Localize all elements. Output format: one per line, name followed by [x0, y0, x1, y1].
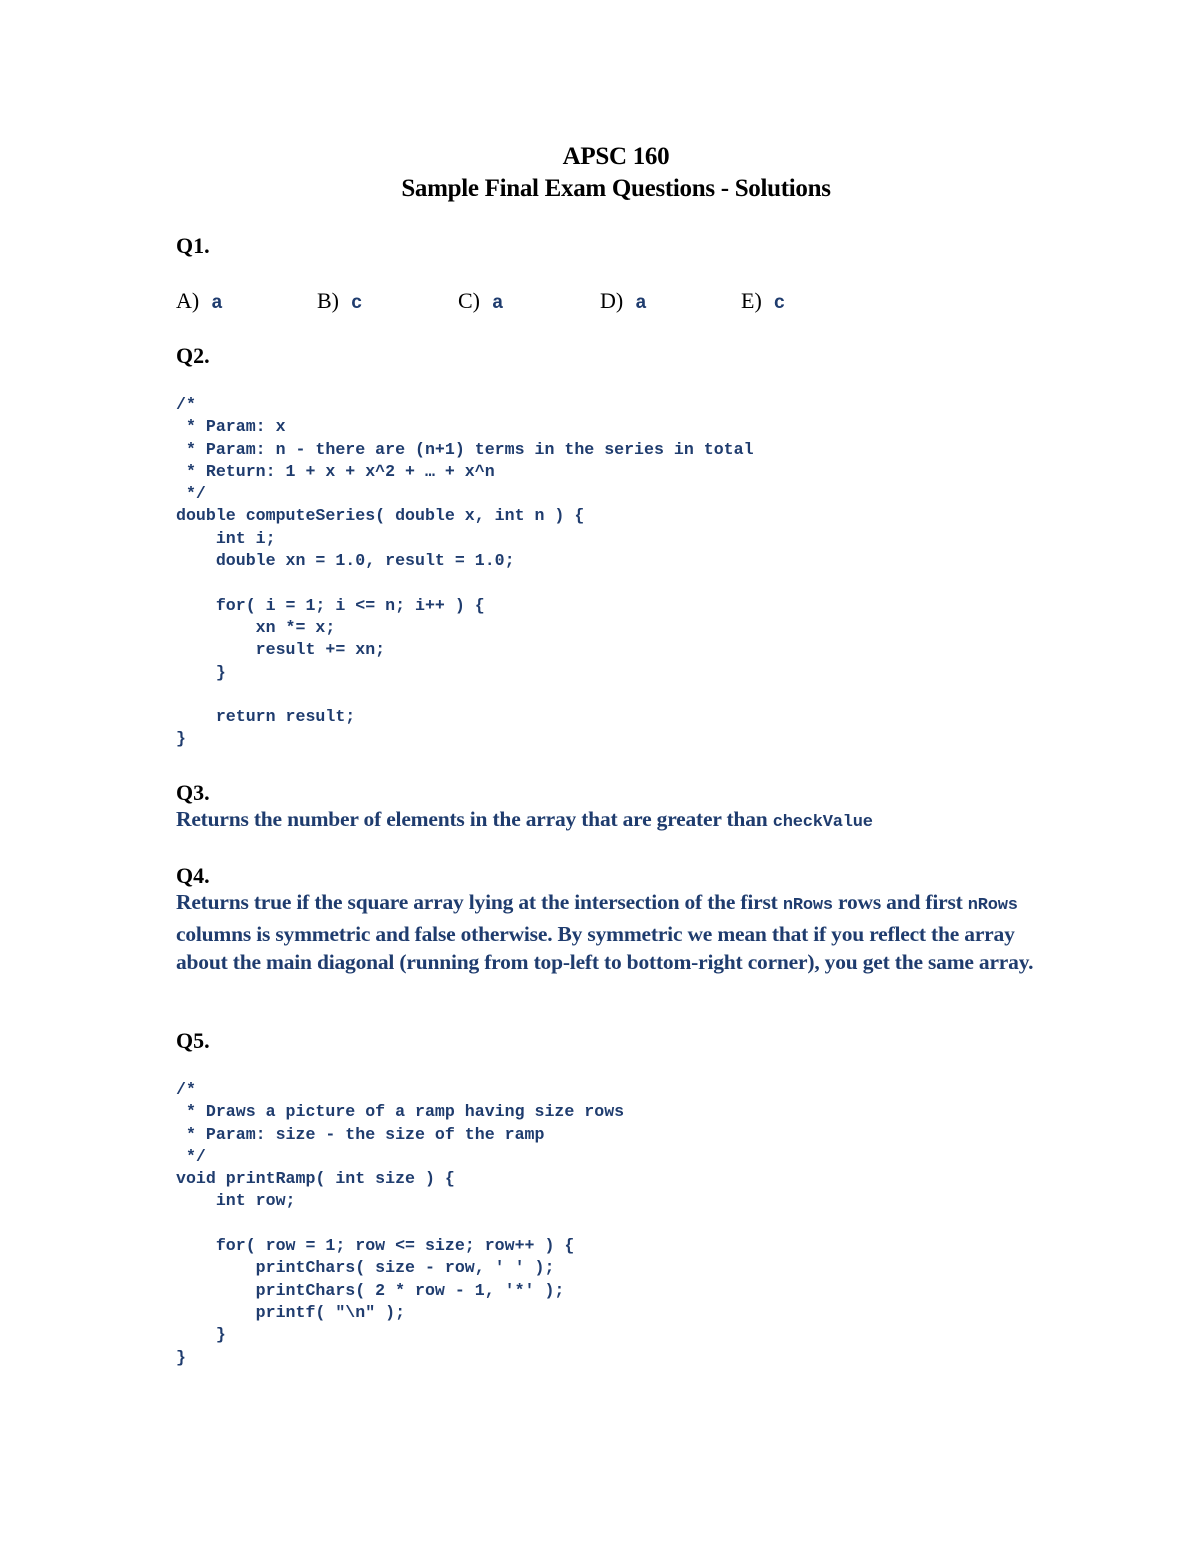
q3-answer [176, 805, 1056, 837]
q4-answer-text-3: columns is symmetric and false otherwise. By symmetric we mean that if you reflect the array about the main diagonal (running from top-left to bottom-right corner), you get the same array. [176, 922, 1034, 974]
answer-label: B) [317, 288, 339, 313]
q4-answer-text-1: Returns true if the square array lying at the intersection of the first [176, 890, 783, 914]
document-subtitle: Sample Final Exam Questions - Solutions [401, 175, 831, 202]
answer-label: E) [741, 288, 762, 313]
q1-heading: Q1. [176, 233, 210, 258]
q3-code-term: checkValue [772, 813, 873, 832]
answer-label: A) [176, 288, 200, 313]
q4-answer-text-2: rows and first [832, 890, 968, 914]
answer-value: c [773, 292, 786, 314]
q4-answer [176, 888, 1056, 976]
q3-heading: Q3. [176, 780, 210, 805]
q2-heading: Q2. [176, 343, 210, 368]
q1-answer-a [176, 286, 223, 318]
q1-answer-d [600, 286, 647, 318]
answer-label: C) [458, 288, 480, 313]
q1-answer-c [458, 286, 503, 318]
answer-value: c [351, 292, 363, 314]
q4-code-term-1: nRows [782, 896, 833, 915]
answer-value: a [635, 292, 647, 314]
q3-answer-text: Returns the number of elements in the array that are greater than [176, 807, 773, 831]
q5-code-block: /* * Draws a picture of a ramp having size rows * Param: size - the size of the ramp */ void printRamp( int size ) { int row; for( row = 1; row <= size; row++ ) { printChars( size - row, ' ' ); printChars( 2 * row - 1, '*' ); printf( "\n" ); } } [176, 1080, 625, 1367]
q1-answers [176, 286, 876, 316]
q2-code-block: /* * Param: x * Param: n - there are (n+1) terms in the series in total * Return: 1 + x + x^2 + … + x^n */ double computeSeries( double x, int n ) { int i; double xn = 1.0, result = 1.0; for( i = 1; i <= n; i++ ) { xn *= x; result += xn; } return result; } [176, 395, 754, 749]
answer-value: a [492, 292, 504, 314]
q4-heading: Q4. [176, 863, 210, 888]
q5-heading: Q5. [176, 1028, 210, 1053]
q1-answer-b [317, 286, 362, 318]
answer-label: D) [600, 288, 624, 313]
q4-code-term-2: nRows [967, 896, 1018, 915]
answer-value: a [211, 292, 223, 314]
q1-answer-e [741, 286, 785, 318]
course-title: APSC 160 [562, 143, 670, 170]
